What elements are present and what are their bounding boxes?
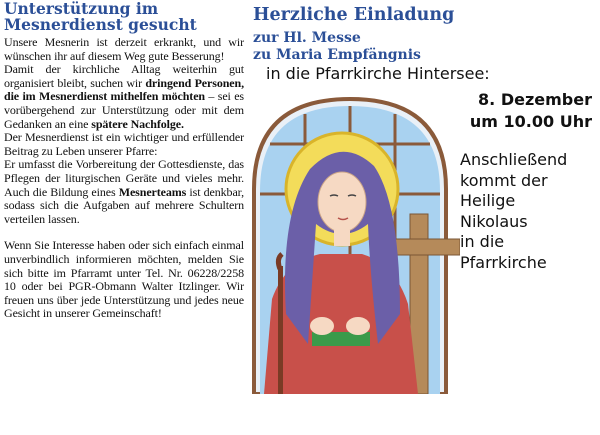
invitation-datetime [470,89,592,133]
paragraph-illness: Unsere Mesnerin ist derzeit erkrankt, und wir wünschen ihr auf diesem Weg gute Besserung! [4,35,244,63]
paragraph-importance: Der Mesnerdienst ist ein wichtiger und erfüllender Beitrag zu Leben unserer Pfarre: [4,130,244,158]
announcement-line: Anschließend [460,150,568,169]
announcement-line: Heilige [460,191,516,210]
announcement-line: in die [460,232,505,251]
invitation-date: 8. Dezember [478,90,592,109]
invitation-title: Herzliche Einladung [253,5,455,25]
invitation-subtitle-mass: zur Hl. Messe [253,30,361,46]
mary-with-cross-drawing-icon [250,94,460,394]
paragraph-contact: Wenn Sie Interesse haben oder sich einfach einmal unverbindlich informieren möchten, melden Sie sich bitte im Pfarramt unter Tel. Nr. 06228/2258 10 oder bei PGR-Obmann Walter Itzlinger. Wir freuen uns über jede Unterstützung und jedes neue Gesicht in unserer Gemeinschaft! [4,238,244,321]
invitation-place: in die Pfarrkirche Hintersee: [266,64,490,83]
mesner-article [4,0,244,321]
paragraph-search: Damit der kirchliche Alltag weiterhin gut organisiert bleibt, suchen wir dringend Personen, die im Mesnerdienst mithelfen möchten – sei es vorübergehend zur Unterstützung oder mit dem Gedanken an eine spätere Nachfolge. [4,62,244,131]
article-body [4,36,244,321]
nikolaus-announcement [460,150,600,273]
paragraph-duties: Er umfasst die Vorbereitung der Gottesdienste, das Pflegen der liturgischen Geräte und vieles mehr. Auch die Bildung eines Mesnerteams ist denkbar, sodass sich die Aufgaben auf mehrere Schultern verteilen lassen. [4,157,244,226]
invitation-subtitle-feast: zu Maria Empfängnis [253,47,421,63]
announcement-line: Pfarrkirche [460,252,547,272]
invitation-time: um 10.00 Uhr [469,112,592,131]
invitation [250,0,600,435]
announcement-line: Nikolaus [460,211,528,231]
article-title: Unterstützung im Mesnerdienst gesucht [4,0,197,34]
announcement-line: kommt der [460,170,548,190]
